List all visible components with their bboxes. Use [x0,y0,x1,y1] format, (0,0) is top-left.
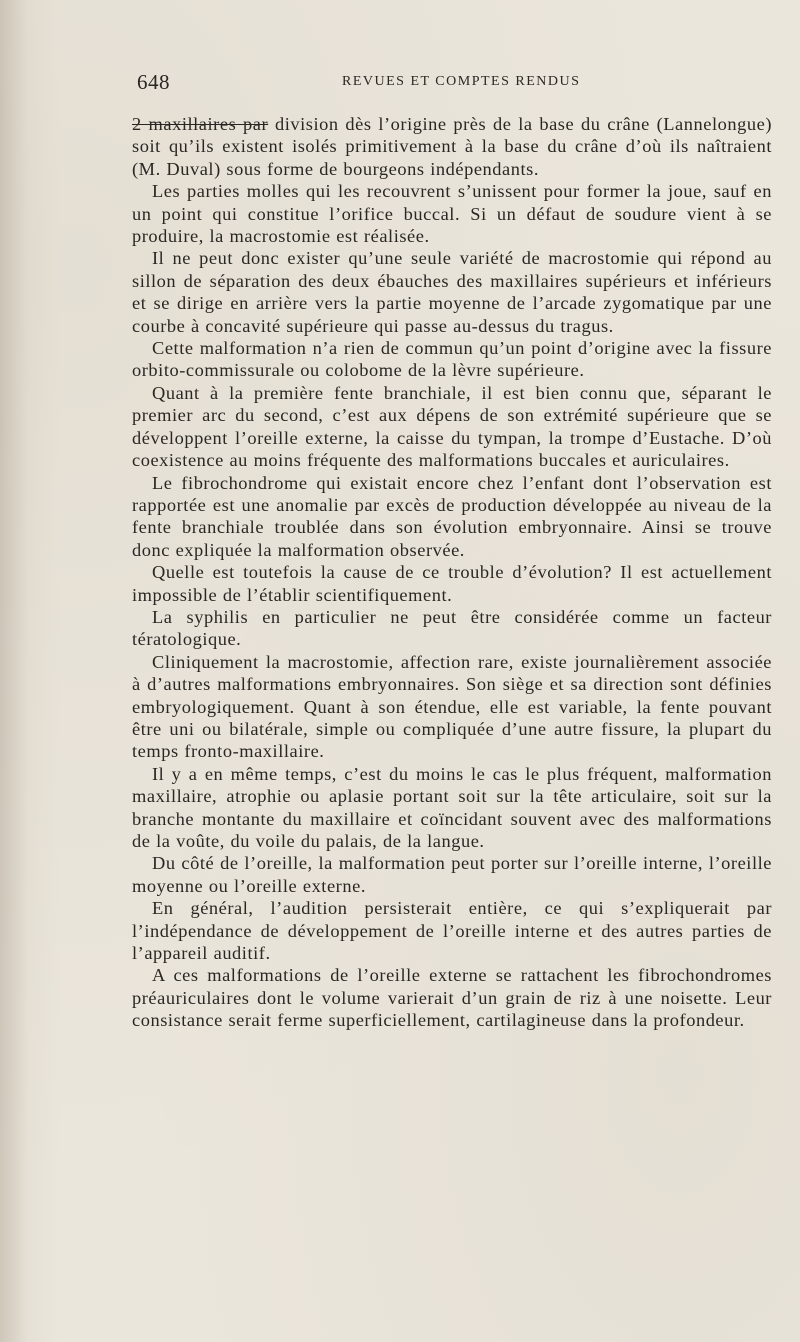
paragraph: Il ne peut donc exister qu’une seule variété de macrostomie qui répond au sillon de séparation des deux ébauches des maxillaires supérieurs et inférieurs et se dirige en arrière vers la partie moyenne de l’arcade zygomatique par une courbe à concavité supérieure qui passe au-dessus du tragus. [132,248,772,336]
document-page [132,60,772,1032]
paragraph [132,113,772,180]
paragraph: Du côté de l’oreille, la malformation peut porter sur l’oreille interne, l’oreille moyenne ou l’oreille externe. [132,853,772,896]
paragraph: Les parties molles qui les recouvrent s’unissent pour former la joue, sauf en un point qui constitue l’orifice buccal. Si un défaut de soudure vient à se produire, la macrostomie est réalisée. [132,181,772,247]
paragraph: La syphilis en particulier ne peut être considérée comme un facteur tératologique. [132,606,772,650]
paragraph: Quant à la première fente branchiale, il est bien connu que, séparant le premier arc du second, c’est aux dépens de son extrémité supérieure que se développent l’oreille externe, la caisse du tympan, la trompe d’Eustache. D’où coexistence au moins fréquente des malformations buccales et auriculaires. [132,382,772,471]
page-number: 648 [137,70,170,94]
paragraph: Il y a en même temps, c’est du moins le cas le plus fréquent, malformation maxillaire, atrophie ou aplasie portant soit sur la tête articulaire, soit sur la branche montante du maxillaire et coïncidant souvent avec des malformations de la voûte, du voile du palais, de la langue. [132,763,772,851]
running-title: REVUES ET COMPTES RENDUS [342,74,581,89]
paragraph-text: division dès l’origine près de la base du crâne (Lannelongue) soit qu’ils existent isolés primitivement à la base du crâne d’où ils naîtraient (M. Duval) sous forme de bourgeons indépendants. [132,114,772,179]
page-header [132,60,772,100]
body-text [132,113,772,1032]
paragraph: Cette malformation n’a rien de commun qu’un point d’origine avec la fissure orbito-commissurale ou colobome de la lèvre supérieure. [132,338,772,381]
paragraph: Le fibrochondrome qui existait encore chez l’enfant dont l’observation est rapportée est une anomalie par excès de production développée au niveau de la fente branchiale troublée dans son évolution embryonnaire. Ainsi se trouve donc expliquée la malformation observée. [132,472,772,560]
paragraph: En général, l’audition persisterait entière, ce qui s’expliquerait par l’indépendance de développement de l’oreille interne et des autres parties de l’appareil auditif. [132,898,772,964]
struck-text: 2 maxillaires par [132,114,269,134]
paragraph: A ces malformations de l’oreille externe se rattachent les fibrochondromes préauriculaires dont le volume varierait d’un grain de riz à une noisette. Leur consistance serait ferme superficiellement, cartilagineuse dans la profondeur. [132,965,772,1031]
paragraph: Cliniquement la macrostomie, affection rare, existe journalièrement associée à d’autres malformations embryonnaires. Son siège et sa direction sont définies embryologiquement. Quant à son étendue, elle est variable, la fente pouvant être uni ou bilatérale, simple ou compliquée d’une autre fissure, la plupart du temps fronto-maxillaire. [132,651,772,762]
paragraph: Quelle est toutefois la cause de ce trouble d’évolution? Il est actuellement impossible de l’établir scientifiquement. [132,562,772,605]
